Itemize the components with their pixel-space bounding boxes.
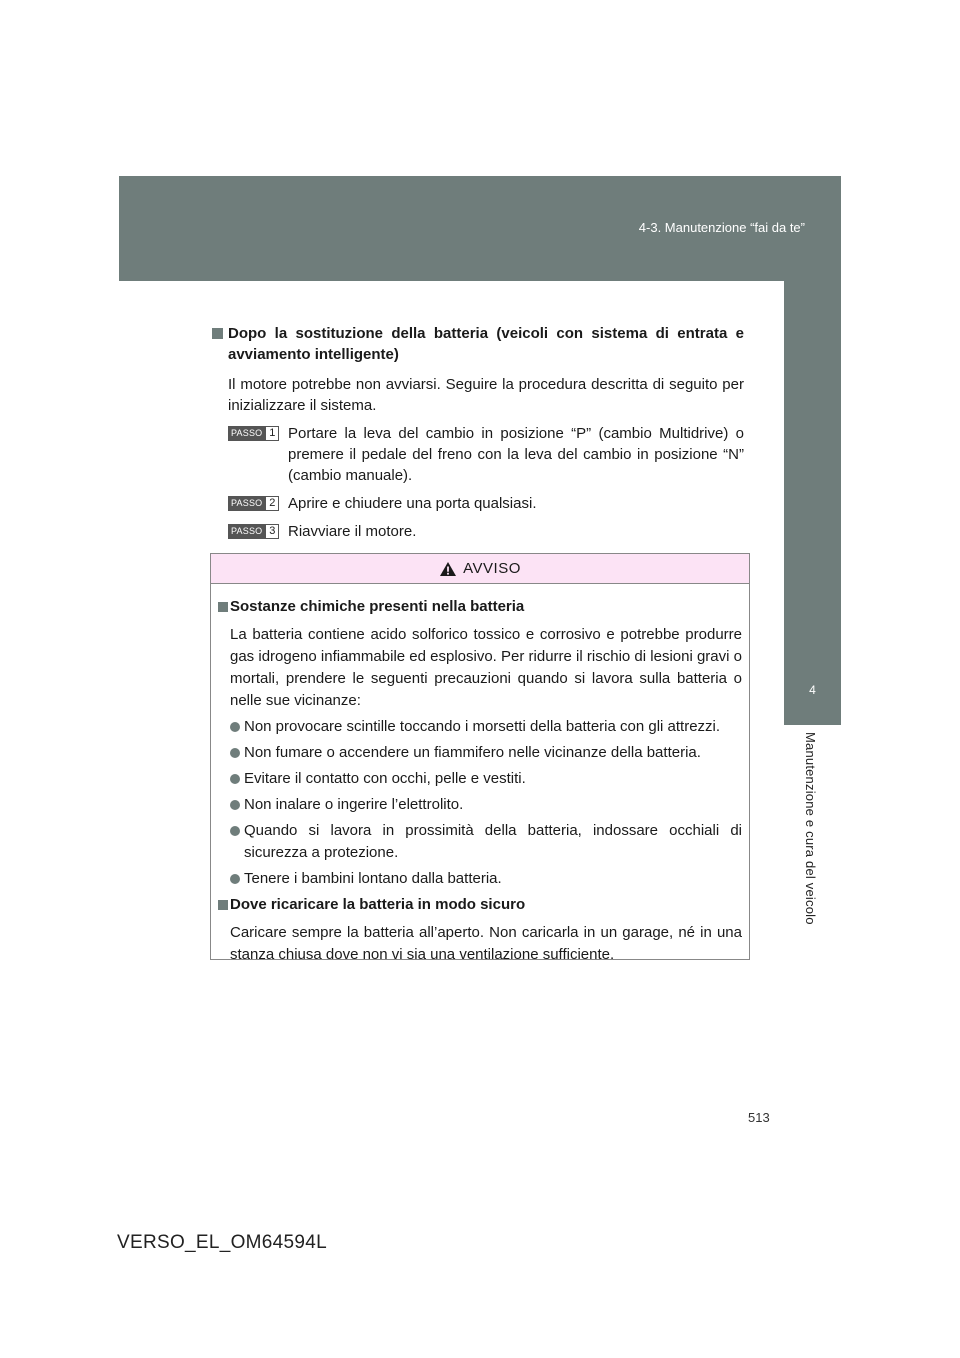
side-tab-band: [784, 281, 841, 655]
step-badge: PASSO 3: [228, 524, 279, 539]
round-bullet-icon: [230, 722, 240, 732]
step-text: Aprire e chiudere una porta qualsiasi.: [288, 495, 537, 512]
square-bullet-icon: [218, 900, 228, 910]
main-content: [212, 323, 744, 542]
warning-section-heading: Dove ricaricare la batteria in modo sicuro: [218, 894, 742, 916]
list-item: Quando si lavora in prossimità della batteria, indossare occhiali di sicurezza a protezione.: [218, 820, 742, 864]
step-item: [212, 521, 744, 542]
document-code: VERSO_EL_OM64594L: [117, 1232, 327, 1253]
round-bullet-icon: [230, 800, 240, 810]
round-bullet-icon: [230, 874, 240, 884]
square-bullet-icon: [218, 602, 228, 612]
list-item: Non fumare o accendere un fiammifero nelle vicinanze della batteria.: [218, 742, 742, 764]
warning-triangle-icon: [439, 561, 457, 577]
page-number: 513: [748, 1110, 770, 1125]
warning-paragraph: Caricare sempre la batteria all’aperto. Non caricarla in un garage, né in una stanza chiusa dove non vi sia una ventilazione sufficiente.: [230, 924, 742, 963]
warning-title: AVVISO: [463, 560, 521, 577]
step-badge: PASSO 1: [228, 426, 279, 441]
section-heading: Dopo la sostituzione della batteria (veicoli con sistema di entrata e avviamento intelligente): [212, 323, 744, 365]
step-badge: PASSO 2: [228, 496, 279, 511]
step-item: [212, 493, 744, 514]
warning-body: [211, 584, 749, 966]
round-bullet-icon: [230, 774, 240, 784]
intro-paragraph: Il motore potrebbe non avviarsi. Seguire la procedura descritta di seguito per inizializzare il sistema.: [228, 376, 744, 414]
list-item: Non provocare scintille toccando i morsetti della batteria con gli attrezzi.: [218, 716, 742, 738]
section-title: 4-3. Manutenzione “fai da te”: [638, 220, 805, 235]
warning-paragraph: La batteria contiene acido solforico tossico e corrosivo e potrebbe produrre gas idrogeno infiammabile ed esplosivo. Per ridurre il rischio di lesioni gravi o mortali, prendere le seguenti precauzioni quando si lavora sulla batteria o nelle sue vicinanze:: [230, 626, 742, 709]
list-item: Evitare il contatto con occhi, pelle e vestiti.: [218, 768, 742, 790]
step-item: [212, 423, 744, 486]
chapter-label: Manutenzione e cura del veicolo: [803, 732, 818, 925]
list-item: Tenere i bambini lontano dalla batteria.: [218, 868, 742, 890]
warning-header: [211, 554, 749, 584]
square-bullet-icon: [212, 328, 223, 339]
round-bullet-icon: [230, 748, 240, 758]
step-text: Portare la leva del cambio in posizione “P” (cambio Multidrive) o premere il pedale del freno con la leva del cambio in posizione “N” (cambio manuale).: [288, 425, 744, 484]
round-bullet-icon: [230, 826, 240, 836]
warning-section-heading: Sostanze chimiche presenti nella batteria: [218, 596, 742, 618]
list-item: Non inalare o ingerire l’elettrolito.: [218, 794, 742, 816]
chapter-number-tab: 4: [784, 655, 841, 725]
warning-box: [210, 553, 750, 963]
step-text: Riavviare il motore.: [288, 523, 417, 540]
